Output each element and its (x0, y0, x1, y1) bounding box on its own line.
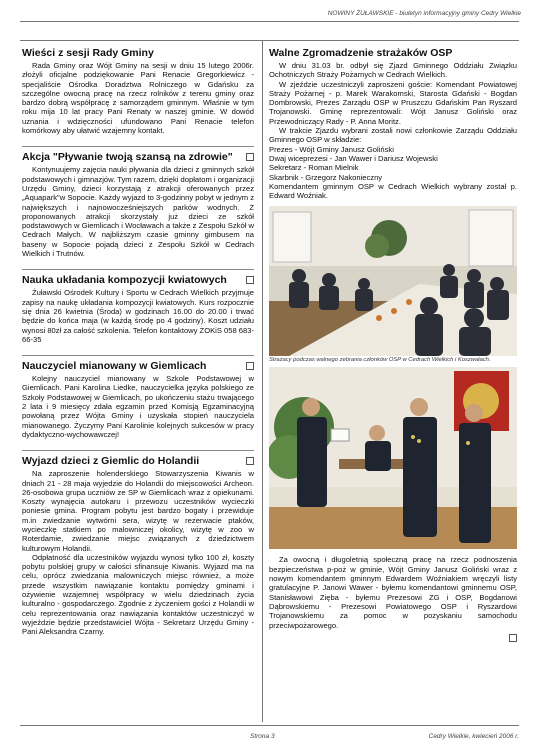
article-text: W dniu 31.03 br. odbył się Zjazd Gminnego Oddziału Związku Ochotniczych Straży Pożarnych w Cedrach Wielkich. (269, 61, 517, 80)
header-rule (20, 21, 519, 22)
meeting-photo (269, 206, 517, 356)
checkbox-icon (246, 362, 254, 370)
board-member: Komendantem gminnym OSP w Cedrach Wielkich wybrany został p. Edward Woźniak. (269, 181, 517, 201)
article-holandia (22, 455, 254, 636)
article-text: Na zaproszenie holenderskiego Stowarzyszenia Kiwanis w dniach 21 - 28 maja wyjedzie do Holandii do miejscowości Archeon. 26-osobowa grupa uczniów ze SP w Giemlicach wraz z opiekunami. Koszty wynajęcia autokaru i przewozu uczestników wycieczki poniesie gmina. Program pobytu jest bardzo bogaty i przewiduje m.in zwiedzanie wytwórni sera, wizytę w rezerwacie ptaków, wycieczkę statkiem po malowniczej okolicy, wizytę w zoo w Roterdamie, zwiedzanie miejsc związanych z dziedzictwem kulturowym Holandii. (22, 469, 254, 553)
photo-caption: Strażacy podczas walnego zebrania członków OSP w Cedrach Wielkich i Koszwałach. (269, 357, 491, 364)
section-divider (22, 450, 254, 451)
section-divider (22, 146, 254, 147)
title-text: Wyjazd dzieci z Giemlic do Holandii (22, 455, 200, 468)
article-text: Żuławski Ośrodek Kultury i Sportu w Cedrach Wielkich przyjmuje zapisy na naukę układania kompozycji kwiatowych. Kurs rozpocznie się dnia 26 kwietnia (Środa) w godzinach 16.00 do 20.00 i trwać będzie do końca maja (w każdą środę po 4 godziny). Koszt udziału wynosi 80zł za całość szkolenia. Telefon kontaktowy ŻOKiS 058 683-66-35 (22, 288, 255, 344)
footer-date: Cedry Wielkie, kwiecień 2006 r. (428, 733, 519, 740)
checkbox-icon (246, 276, 254, 284)
footer-rule (20, 725, 519, 726)
board-member: Skarbnik - Grzegorz Nakonieczny (269, 172, 383, 182)
page-number: Strona 3 (250, 733, 275, 740)
left-column (22, 47, 254, 648)
board-member: Dwaj wiceprezesi - Jan Wawer i Dariusz Wojewski (269, 153, 438, 163)
closing-article (269, 555, 517, 629)
column-divider (262, 40, 263, 722)
article-sesja (22, 47, 254, 135)
article-text: Kolejny nauczyciel mianowany w Szkole Podstawowej w Giemlicach. Pani Karolina Liedke, nauczycielka języka polskiego ze Szkoły Podstawowej w Giemlicach, po ukończeniu stażu trwającego 2 lata i 9 miesięcy zdała egzamin przed Komisją Egzaminacyjną powołaną przez Wójta Gminy i uzyskała stopień nauczyciela mianowanego. Życzymy Pani Karolinie kolejnych sukcesów w pracy dydaktyczno-wychowawczej! (22, 374, 254, 439)
board-member: Sekretarz - Roman Mielnik (269, 163, 359, 173)
article-text: Za owocną i długoletnią społeczną pracę na rzecz podnoszenia bezpieczeństwa p-poż w gminie, Wójt Gminy Janusz Goliński wraz z nowym komendantem gminnym Edwardem Woźniakiem wręczyli listy gratulacyjne P. Janowi Wawer - byłemu komendantowi gminnemu OSP, Stanisławowi Zięba - byłemu Prezesowi ZG i OSP, Bogdanowi Dąbrowskiemu - Prezesowi Powiatowego OSP i Ryszardowi Trojanowskiemu za pomoc w pozyskaniu samochodu przeciwpożarowego. (269, 555, 517, 630)
article-text: W trakcie Zjazdu wybrani zostali nowi członkowie Zarządu Oddziału Gminnego OSP w składzie: (269, 126, 517, 145)
article-plywanie (22, 151, 254, 258)
article-title (22, 360, 254, 372)
board-member: Prezes - Wójt Gminy Janusz Goliński (269, 144, 394, 154)
section-divider (22, 269, 254, 270)
title-text: Nauczyciel mianowany w Giemlicach (22, 360, 207, 373)
article-text: Rada Gminy oraz Wójt Gminy na sesji w dniu 15 lutego 2006r. złożyli oficjalne podziękowanie Pani Renacie Gregorkiewicz - specjaliście Ośrodka Doradztwa Rolniczego w Gdańsku za szczególne owocną pracę na rzecz rolników z terenu gminy oraz bardzo dobrą współpracę z samorządem gminnym. Właśnie w tym roku mija 10 lat pracy Pani Renaty w naszej gminie. W dowód uznania i wdzięczności ufundowano Pani Renacie telefon komórkowy aby ułatwić wzajemny kontakt. (22, 61, 254, 136)
checkbox-icon (246, 457, 254, 465)
title-text: Akcja "Pływanie twoją szansą na zdrowie" (22, 151, 233, 164)
article-title: Wieści z sesji Rady Gminy (22, 47, 154, 59)
article-title (22, 455, 254, 467)
section-divider (22, 355, 254, 356)
checkbox-icon (509, 634, 517, 642)
checkbox-icon (246, 153, 254, 161)
title-text: Walne Zgromadzenie strażaków OSP (269, 47, 453, 59)
page-header: NOWINY ŻUŁAWSKIE - biuletyn informacyjny gminy Cedry Wielkie (327, 10, 521, 17)
article-nauczyciel (22, 360, 254, 439)
article-title (269, 47, 517, 59)
article-kompozycje (22, 274, 254, 344)
title-text: Nauka układania kompozycji kwiatowych (22, 274, 227, 287)
article-title (22, 274, 254, 286)
right-column (269, 47, 517, 640)
award-photo (269, 367, 517, 549)
article-text: Kontynuujemy zajęcia nauki pływania dla dzieci z gminnych szkół podstawowych i gimnazjów. Tym razem, dzięki dopłatom i organizacji Urzędu Gminy, dzieci korzystają z atrakcji oferowanych przez „Aquapark"w Sopocie. Każdy wyjazd to 3-godzinny pobyt w jednym z największych i najnowocześniejszych parków wodnych. Z proponowanych atrakcji skorzystały już dzieci ze szkół podstawowych w Giemlicach i Wocławach a także z Zespołu Szkół w Cedrach Małych. W najbliższym czasie gminny gimbusem na baseny w Sopocie pojadą dzieci z Zespołu Szkół w Cedrach Wielkich i Trutnów. (22, 165, 254, 259)
article-osp (269, 47, 517, 200)
article-text: Odpłatność dla uczestników wyjazdu wynosi tylko 100 zł, koszty pobytu polskiej grupy w całości sfinansuje Kiwanis. Wyjazd ma na celu, oprócz zwiedzania malowniczych miejsc również, a może przede wszystkim nawiązanie kontaktu pomiędzy gminami i ożywienie wzajemnej współpracy w wielu dziedzinach życia kulturalno - gospodarczego. Zgodnie z życzeniem gości z Holandii w celu reprezentowania oraz nawiązania kontaktów uczestniczyć w wyjeździe będzie przedstawiciel Wójta - Sekretarz Urzędu Gminy - Pani Aleksandra Czarny. (22, 552, 254, 637)
article-text: W zjeździe uczestniczyli zaproszeni goście: Komendant Powiatowej Straży Pożarnej - p. Marek Warakomski, Starosta Gdański - Bogdan Dombrowski, Prezes Zarządu OSP w Pruszczu Gdańskim Pan Ryszard Trojanowski. Gminę reprezentowali: Wójt Janusz Goliński oraz Przewodniczący Rady - P. Anna Moritz. (269, 79, 517, 126)
article-title (22, 151, 254, 163)
top-rule (20, 40, 519, 41)
